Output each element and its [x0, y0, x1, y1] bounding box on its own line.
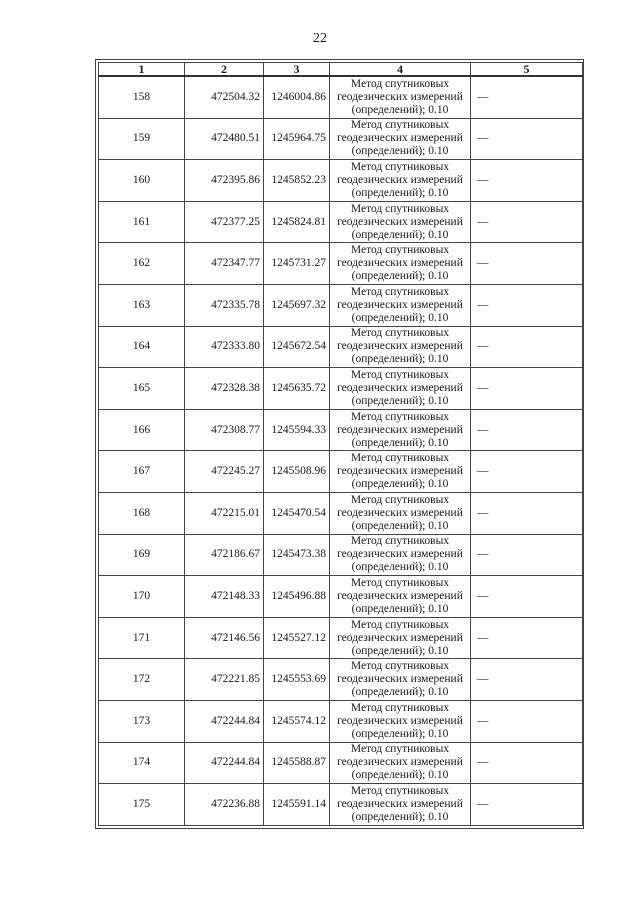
method-line-3: (определений); 0.10 [351, 270, 449, 283]
method-line-3: (определений); 0.10 [351, 186, 449, 199]
coordinate-y: 1245697.32 [264, 284, 330, 326]
table-row [99, 326, 583, 368]
coordinates-table [98, 62, 583, 826]
method-line-1: Метод спутниковых [350, 660, 450, 673]
coordinate-x: 472221.85 [185, 659, 264, 701]
coordinate-y: 1245473.38 [264, 534, 330, 576]
method-line-2: геодезических измерений [337, 132, 463, 145]
method-line-2: геодезических измерений [337, 298, 463, 311]
method-line-1: Метод спутниковых [350, 452, 450, 465]
coordinate-x: 472347.77 [185, 243, 264, 285]
header-col-2: 2 [185, 63, 264, 77]
method-cell [330, 76, 471, 118]
method-line-3: (определений); 0.10 [351, 353, 449, 366]
col5-dash: — [471, 284, 583, 326]
table-row [99, 284, 583, 326]
coordinate-x: 472236.88 [185, 784, 264, 826]
table-row [99, 118, 583, 160]
page-number: 22 [313, 31, 327, 46]
header-col-4: 4 [330, 63, 471, 77]
method-line-2: геодезических измерений [337, 257, 463, 270]
method-line-1: Метод спутниковых [350, 202, 450, 215]
header-col-5: 5 [471, 63, 583, 77]
coordinate-x: 472186.67 [185, 534, 264, 576]
col5-dash: — [471, 243, 583, 285]
table-header-row [99, 63, 583, 77]
col5-dash: — [471, 617, 583, 659]
point-number: 174 [99, 742, 185, 784]
method-line-2: геодезических измерений [337, 90, 463, 103]
method-line-1: Метод спутниковых [350, 119, 450, 132]
table-row [99, 160, 583, 202]
col5-dash: — [471, 201, 583, 243]
method-cell [330, 576, 471, 618]
method-line-3: (определений); 0.10 [351, 810, 449, 823]
method-line-3: (определений); 0.10 [351, 228, 449, 241]
coordinate-x: 472308.77 [185, 409, 264, 451]
method-line-2: геодезических измерений [337, 797, 463, 810]
method-cell [330, 201, 471, 243]
coordinate-y: 1245496.88 [264, 576, 330, 618]
coordinate-x: 472245.27 [185, 451, 264, 493]
method-cell [330, 534, 471, 576]
method-line-2: геодезических измерений [337, 548, 463, 561]
point-number: 175 [99, 784, 185, 826]
col5-dash: — [471, 451, 583, 493]
method-cell [330, 492, 471, 534]
coordinate-x: 472480.51 [185, 118, 264, 160]
method-line-2: геодезических измерений [337, 215, 463, 228]
table-row [99, 617, 583, 659]
method-cell [330, 617, 471, 659]
coordinate-y: 1245527.12 [264, 617, 330, 659]
method-line-1: Метод спутниковых [350, 244, 450, 257]
method-line-2: геодезических измерений [337, 756, 463, 769]
method-line-1: Метод спутниковых [350, 535, 450, 548]
col5-dash: — [471, 742, 583, 784]
table-row [99, 201, 583, 243]
method-cell [330, 700, 471, 742]
coordinate-x: 472328.38 [185, 368, 264, 410]
method-line-3: (определений); 0.10 [351, 727, 449, 740]
method-line-1: Метод спутниковых [350, 618, 450, 631]
method-line-1: Метод спутниковых [350, 493, 450, 506]
coordinate-y: 1245574.12 [264, 700, 330, 742]
table-row [99, 492, 583, 534]
table-row [99, 742, 583, 784]
col5-dash: — [471, 118, 583, 160]
method-line-2: геодезических измерений [337, 589, 463, 602]
point-number: 169 [99, 534, 185, 576]
method-line-1: Метод спутниковых [350, 327, 450, 340]
col5-dash: — [471, 160, 583, 202]
method-cell [330, 368, 471, 410]
table-row [99, 451, 583, 493]
col5-dash: — [471, 76, 583, 118]
method-line-1: Метод спутниковых [350, 410, 450, 423]
method-line-3: (определений); 0.10 [351, 686, 449, 699]
method-line-1: Метод спутниковых [350, 701, 450, 714]
coordinate-y: 1245852.23 [264, 160, 330, 202]
header-col-3: 3 [264, 63, 330, 77]
method-cell [330, 451, 471, 493]
method-line-1: Метод спутниковых [350, 160, 450, 173]
coordinate-y: 1245731.27 [264, 243, 330, 285]
method-cell [330, 243, 471, 285]
method-cell [330, 659, 471, 701]
method-cell [330, 118, 471, 160]
method-line-3: (определений); 0.10 [351, 436, 449, 449]
point-number: 160 [99, 160, 185, 202]
coordinate-y: 1245824.81 [264, 201, 330, 243]
point-number: 164 [99, 326, 185, 368]
method-cell [330, 160, 471, 202]
table-row [99, 784, 583, 826]
method-line-2: геодезических измерений [337, 423, 463, 436]
table-row [99, 576, 583, 618]
coordinate-x: 472215.01 [185, 492, 264, 534]
point-number: 161 [99, 201, 185, 243]
col5-dash: — [471, 576, 583, 618]
col5-dash: — [471, 492, 583, 534]
method-line-2: геодезических измерений [337, 673, 463, 686]
method-line-1: Метод спутниковых [350, 576, 450, 589]
method-line-2: геодезических измерений [337, 465, 463, 478]
coordinate-y: 1246004.86 [264, 76, 330, 118]
col5-dash: — [471, 659, 583, 701]
coordinate-x: 472333.80 [185, 326, 264, 368]
point-number: 171 [99, 617, 185, 659]
table-row [99, 76, 583, 118]
method-cell [330, 326, 471, 368]
method-cell [330, 784, 471, 826]
method-line-2: геодезических измерений [337, 173, 463, 186]
coordinate-y: 1245591.14 [264, 784, 330, 826]
coordinate-x: 472146.56 [185, 617, 264, 659]
coordinate-x: 472244.84 [185, 700, 264, 742]
method-line-3: (определений); 0.10 [351, 602, 449, 615]
coordinate-x: 472148.33 [185, 576, 264, 618]
coordinate-x: 472335.78 [185, 284, 264, 326]
point-number: 162 [99, 243, 185, 285]
method-line-3: (определений); 0.10 [351, 145, 449, 158]
table-row [99, 243, 583, 285]
table-row [99, 409, 583, 451]
coordinate-y: 1245588.87 [264, 742, 330, 784]
col5-dash: — [471, 368, 583, 410]
point-number: 168 [99, 492, 185, 534]
method-cell [330, 742, 471, 784]
col5-dash: — [471, 784, 583, 826]
method-line-2: геодезических измерений [337, 381, 463, 394]
method-cell [330, 284, 471, 326]
point-number: 163 [99, 284, 185, 326]
method-line-1: Метод спутниковых [350, 77, 450, 90]
coordinate-y: 1245553.69 [264, 659, 330, 701]
method-line-3: (определений); 0.10 [351, 478, 449, 491]
point-number: 167 [99, 451, 185, 493]
table-row [99, 700, 583, 742]
method-line-1: Метод спутниковых [350, 784, 450, 797]
method-line-2: геодезических измерений [337, 340, 463, 353]
point-number: 158 [99, 76, 185, 118]
method-line-1: Метод спутниковых [350, 368, 450, 381]
table-row [99, 534, 583, 576]
coordinate-x: 472504.32 [185, 76, 264, 118]
header-col-1: 1 [99, 63, 185, 77]
col5-dash: — [471, 700, 583, 742]
point-number: 173 [99, 700, 185, 742]
coordinate-x: 472377.25 [185, 201, 264, 243]
point-number: 166 [99, 409, 185, 451]
coordinate-y: 1245508.96 [264, 451, 330, 493]
method-cell [330, 409, 471, 451]
method-line-3: (определений); 0.10 [351, 103, 449, 116]
coordinate-y: 1245964.75 [264, 118, 330, 160]
method-line-3: (определений); 0.10 [351, 519, 449, 532]
method-line-2: геодезических измерений [337, 631, 463, 644]
method-line-3: (определений); 0.10 [351, 644, 449, 657]
method-line-1: Метод спутниковых [350, 743, 450, 756]
method-line-1: Метод спутниковых [350, 285, 450, 298]
table-row [99, 659, 583, 701]
coordinate-y: 1245635.72 [264, 368, 330, 410]
col5-dash: — [471, 534, 583, 576]
col5-dash: — [471, 409, 583, 451]
method-line-3: (определений); 0.10 [351, 561, 449, 574]
method-line-3: (определений); 0.10 [351, 769, 449, 782]
method-line-2: геодезических измерений [337, 714, 463, 727]
point-number: 159 [99, 118, 185, 160]
coordinate-y: 1245594.33 [264, 409, 330, 451]
point-number: 172 [99, 659, 185, 701]
coordinate-x: 472395.86 [185, 160, 264, 202]
coordinate-y: 1245672.54 [264, 326, 330, 368]
col5-dash: — [471, 326, 583, 368]
method-line-2: геодезических измерений [337, 506, 463, 519]
method-line-3: (определений); 0.10 [351, 394, 449, 407]
coordinate-y: 1245470.54 [264, 492, 330, 534]
method-line-3: (определений); 0.10 [351, 311, 449, 324]
point-number: 170 [99, 576, 185, 618]
point-number: 165 [99, 368, 185, 410]
coordinate-x: 472244.84 [185, 742, 264, 784]
table-row [99, 368, 583, 410]
